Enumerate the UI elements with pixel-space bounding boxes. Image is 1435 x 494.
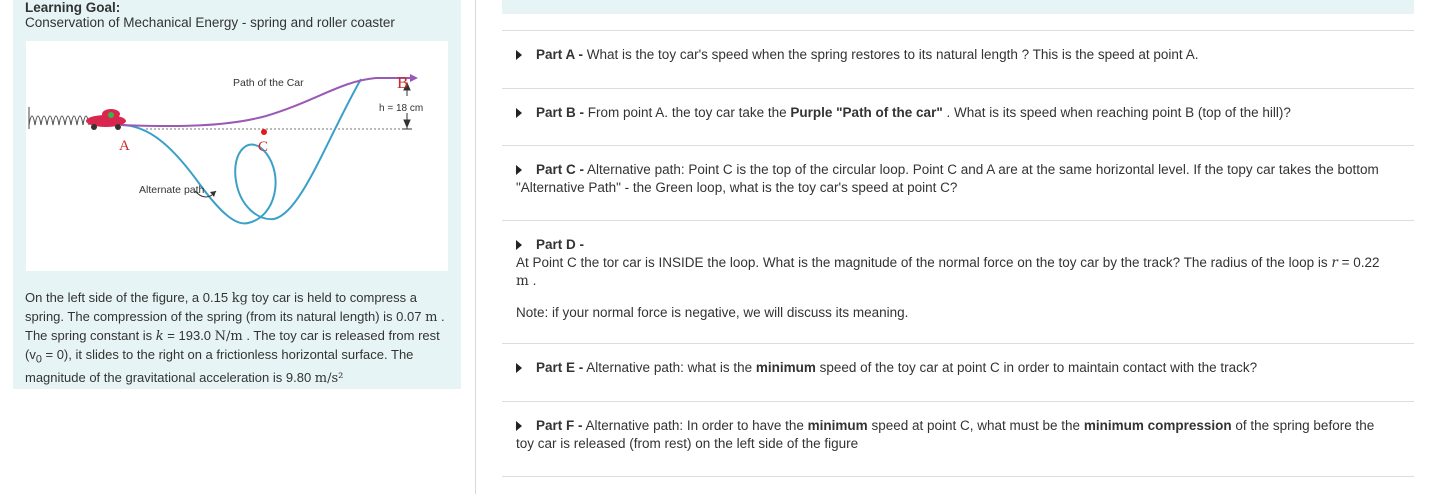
expand-caret-icon[interactable] bbox=[516, 363, 522, 373]
part-c-question: Alternative path: Point C is the top of the circular loop. Point C and A are at the same horizontal level. If the topy car takes the bottom "Alternative Path" - the Green loop, what is the toy car's speed at point C? bbox=[516, 162, 1379, 195]
point-a-label: A bbox=[119, 138, 130, 154]
point-b-label: B bbox=[397, 73, 409, 92]
part-b[interactable]: Part B - From point A. the toy car take the Purple "Path of the car" . What is its speed when reaching point B (top of the hill)? bbox=[502, 88, 1414, 145]
toy-car-icon bbox=[86, 109, 126, 130]
column-divider bbox=[475, 0, 476, 494]
problem-description: On the left side of the figure, a 0.15 kg toy car is held to compress a spring. The compression of the spring (from its natural length) is 0.07 m . The spring constant is k = 193.0 N/m . The toy car is released from rest $(v_0 = 0)$, it slides to the right on a frictionless horizontal surface. The magnitude of the gravitational acceleration is 9.80 m/s² bbox=[25, 290, 445, 386]
roller-coaster-diagram bbox=[26, 41, 448, 271]
point-c-label: C bbox=[258, 139, 269, 155]
expand-caret-icon[interactable] bbox=[516, 165, 522, 175]
expand-caret-icon[interactable] bbox=[516, 50, 522, 60]
alternate-path-track bbox=[121, 79, 361, 223]
part-b-label: Part B - bbox=[536, 105, 585, 120]
part-a[interactable] bbox=[502, 30, 1414, 88]
height-label: h = 18 cm bbox=[379, 103, 424, 114]
point-c-dot bbox=[261, 129, 267, 135]
part-f-label: Part F - bbox=[536, 418, 583, 433]
part-c[interactable] bbox=[502, 145, 1414, 220]
part-a-question: What is the toy car's speed when the spring restores to its natural length ? This is the speed at point A. bbox=[586, 47, 1199, 62]
learning-goal-subtitle: Conservation of Mechanical Energy - spring and roller coaster bbox=[25, 15, 395, 30]
part-e[interactable]: Part E - Alternative path: what is the minimum speed of the toy car at point C in order to maintain contact with the track? bbox=[502, 343, 1414, 401]
expand-caret-icon[interactable] bbox=[516, 421, 522, 431]
alternate-path-label: Alternate path bbox=[139, 184, 205, 196]
expand-caret-icon[interactable] bbox=[516, 108, 522, 118]
path-of-car-label: Path of the Car bbox=[233, 77, 304, 89]
part-f[interactable]: Part F - Alternative path: In order to have the minimum speed at point C, what must be the minimum compression of the spring before the toy car is released (from rest) on the left side of the figure bbox=[502, 401, 1414, 477]
part-c-label: Part C - bbox=[536, 162, 585, 177]
part-d-question: At Point C the tor car is INSIDE the loop. What is the magnitude of the normal force on the toy car by the track? The radius of the loop is r = 0.22 m . bbox=[516, 255, 1380, 289]
learning-goal-panel bbox=[13, 0, 461, 389]
part-d-note: Note: if your normal force is negative, we will discuss its meaning. bbox=[516, 305, 909, 320]
part-a-label: Part A - bbox=[536, 47, 584, 62]
top-banner bbox=[502, 0, 1414, 14]
path-arrow-icon bbox=[410, 74, 418, 82]
expand-caret-icon[interactable] bbox=[516, 240, 522, 250]
part-d[interactable] bbox=[502, 220, 1414, 343]
part-e-label: Part E - bbox=[536, 360, 584, 375]
learning-goal-title: Learning Goal: bbox=[25, 0, 121, 15]
spring-icon bbox=[29, 107, 89, 129]
roller-coaster-figure bbox=[26, 41, 448, 271]
part-d-label: Part D - bbox=[536, 237, 585, 252]
